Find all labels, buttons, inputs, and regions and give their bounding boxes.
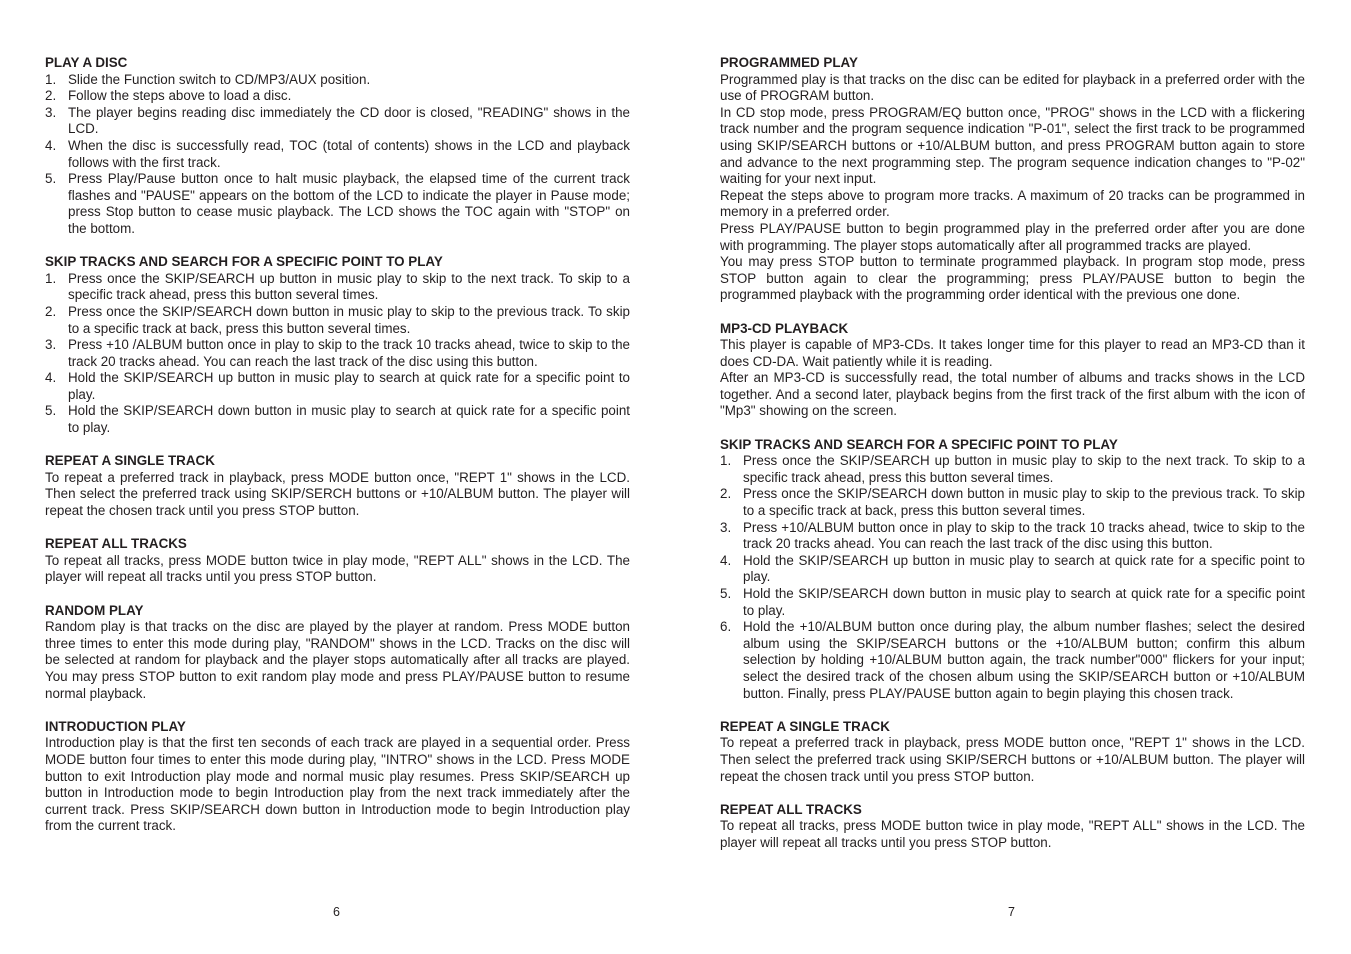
list-item: 5. Hold the SKIP/SEARCH down button in music play to search at quick rate for a specific point to play. xyxy=(720,586,1305,618)
list-item: 1. Press once the SKIP/SEARCH up button in music play to skip to the next track. To skip to a specific track ahead, press this button several times. xyxy=(720,453,1305,485)
list-item: 1. Press once the SKIP/SEARCH up button in music play to skip to the next track. To skip to a specific track ahead, press this button several times. xyxy=(45,270,630,303)
paragraph: To repeat all tracks, press MODE button twice in play mode, "REPT ALL" shows in the LCD. The player will repeat all tracks until you press STOP button. xyxy=(720,818,1305,850)
paragraph: This player is capable of MP3-CDs. It takes longer time for this player to read an MP3-CD than it does CD-DA. Wait patiently while it is reading. xyxy=(720,337,1305,369)
section-repeat-all xyxy=(45,536,630,586)
section-heading: SKIP TRACKS AND SEARCH FOR A SPECIFIC POINT TO PLAY xyxy=(45,254,443,270)
list-item: 5. Hold the SKIP/SEARCH down button in music play to search at quick rate for a specific point to play. xyxy=(45,403,630,436)
section-programmed-play xyxy=(720,55,1305,304)
paragraph: To repeat a preferred track in playback, press MODE button once, "REPT 1" shows in the LCD. Then select the preferred track using SKIP/SERCH buttons or +10/ALBUM button. The player will repeat the chosen track until you press STOP button. xyxy=(720,735,1305,784)
list-item: 2. Press once the SKIP/SEARCH down button in music play to skip to the previous track. To skip to a specific track at back, press this button several times. xyxy=(45,303,630,336)
list-item: 4. Hold the SKIP/SEARCH up button in music play to search at quick rate for a specific point to play. xyxy=(720,552,1305,585)
paragraph: Random play is that tracks on the disc are played by the player at random. Press MODE button three times to enter this mode during play, "RANDOM" shows in the LCD. Tracks on the disc will be selected at random for playback and the player stops automatically after all tracks are played. You may press STOP button to exit random play mode and press PLAY/PAUSE button to resume normal playback. xyxy=(45,619,630,701)
section-heading: REPEAT A SINGLE TRACK xyxy=(45,453,215,469)
list-item: 4. Hold the SKIP/SEARCH up button in music play to search at quick rate for a specific point to play. xyxy=(45,370,630,402)
list-item: 3. The player begins reading disc immediately the CD door is closed, "READING" shows in the LCD. xyxy=(45,104,630,137)
section-heading: REPEAT A SINGLE TRACK xyxy=(720,718,890,734)
list-item: 1. Slide the Function switch to CD/MP3/AUX position. xyxy=(45,71,371,87)
right-page xyxy=(720,55,1305,868)
paragraph: After an MP3-CD is successfully read, the total number of albums and tracks shows in the LCD together. And a second later, playback begins from the first track of the first album with the icon of "Mp3" showing on the screen. xyxy=(720,370,1305,419)
paragraph: Press PLAY/PAUSE button to begin programmed play in the preferred order after you are done with programming. The player stops automatically after all programmed tracks are played. xyxy=(720,220,1305,253)
paragraph: To repeat all tracks, press MODE button twice in play mode, "REPT ALL" shows in the LCD. The player will repeat all tracks until you press STOP button. xyxy=(45,552,630,585)
steps-list xyxy=(45,271,630,437)
paragraph: To repeat a preferred track in playback, press MODE button once, "REPT 1" shows in the LCD. Then select the preferred track using SKIP/SERCH buttons or +10/ALBUM button. The player will repeat the chosen track until you press STOP button. xyxy=(45,469,630,519)
list-item: 6. Hold the +10/ALBUM button once during play, the album number flashes; select the desired album using the SKIP/SEARCH buttons or the +10/ALBUM button; confirm this album selection by holding +10/ALBUM button again, the track number"000" flickers for your input; select the desired track of the chosen album using the SKIP/SEARCH button or +10/ALBUM button. Finally, press PLAY/PAUSE button again to begin playing this chosen track. xyxy=(720,619,1305,701)
list-item: 5. Press Play/Pause button once to halt music playback, the elapsed time of the current track flashes and "PAUSE" appears on the bottom of the LCD to indicate the player in Pause mode; press Stop button to cease music playback. The LCD shows the TOC again with "STOP" on the bottom. xyxy=(45,171,630,236)
page-number: 6 xyxy=(333,905,340,919)
paragraph: In CD stop mode, press PROGRAM/EQ button once, "PROG" shows in the LCD with a flickering track number and the program sequence indication "P-01", select the first track to be programmed using SKIP/SEARCH buttons or +10/ALBUM button, and press PROGRAM button again to store and advance to the next programming step. The program sequence indication changes to "P-02" waiting for your next input. xyxy=(720,104,1305,187)
list-item: 4. When the disc is successfully read, TOC (total of contents) shows in the LCD and playback follows with the first track. xyxy=(45,137,630,170)
section-introduction-play xyxy=(45,719,630,835)
section-heading: INTRODUCTION PLAY xyxy=(45,718,186,734)
section-random-play xyxy=(45,603,630,703)
section-repeat-single xyxy=(720,719,1305,785)
list-item: 3. Press +10 /ALBUM button once in play to skip to the track 10 tracks ahead, twice to skip to the track 20 tracks ahead. You can reach the last track of the disc using this button. xyxy=(45,337,630,369)
steps-list xyxy=(45,72,630,238)
paragraph: Introduction play is that the first ten seconds of each track are played in a sequential order. Press MODE button four times to enter this mode during play, "INTRO" shows in the LCD. Press MODE button to exit Introduction play mode and normal music play resumes. Press SKIP/SEARCH up button in Introduction mode to begin Introduction play from the next track immediately after the current track. Press SKIP/SEARCH down button in Introduction mode to begin Introduction play from the current track. xyxy=(45,735,630,834)
section-heading: REPEAT ALL TRACKS xyxy=(720,801,862,817)
section-heading: MP3-CD PLAYBACK xyxy=(720,320,849,336)
section-play-a-disc xyxy=(45,55,630,238)
section-skip-tracks xyxy=(45,254,630,437)
section-repeat-single xyxy=(45,453,630,519)
section-heading: PROGRAMMED PLAY xyxy=(720,55,858,70)
paragraph: Programmed play is that tracks on the disc can be edited for playback in a preferred order with the use of PROGRAM button. xyxy=(720,71,1305,104)
section-mp3-cd-playback xyxy=(720,321,1305,421)
list-item: 2. Follow the steps above to load a disc. xyxy=(45,88,292,104)
section-heading: SKIP TRACKS AND SEARCH FOR A SPECIFIC POINT TO PLAY xyxy=(720,436,1118,452)
list-item: 3. Press +10/ALBUM button once in play to skip to the track 10 tracks ahead, twice to skip to the track 20 tracks ahead. You can reach the last track of the disc using this button. xyxy=(720,519,1305,552)
section-heading: RANDOM PLAY xyxy=(45,602,144,618)
steps-list xyxy=(720,453,1305,702)
section-repeat-all xyxy=(720,802,1305,852)
paragraph: Repeat the steps above to program more tracks. A maximum of 20 tracks can be programmed in memory in a preferred order. xyxy=(720,187,1305,220)
page-number: 7 xyxy=(1008,905,1015,919)
left-page xyxy=(45,55,630,852)
list-item: 2. Press once the SKIP/SEARCH down button in music play to skip to the previous track. To skip to a specific track at back, press this button several times. xyxy=(720,486,1305,519)
paragraph: You may press STOP button to terminate programmed playback. In program stop mode, press STOP button again to clear the programming; press PLAY/PAUSE button to begin the programmed playback with the programming order identical with the previous one done. xyxy=(720,254,1305,303)
section-skip-tracks xyxy=(720,437,1305,703)
section-heading: PLAY A DISC xyxy=(45,55,128,70)
section-heading: REPEAT ALL TRACKS xyxy=(45,536,187,552)
